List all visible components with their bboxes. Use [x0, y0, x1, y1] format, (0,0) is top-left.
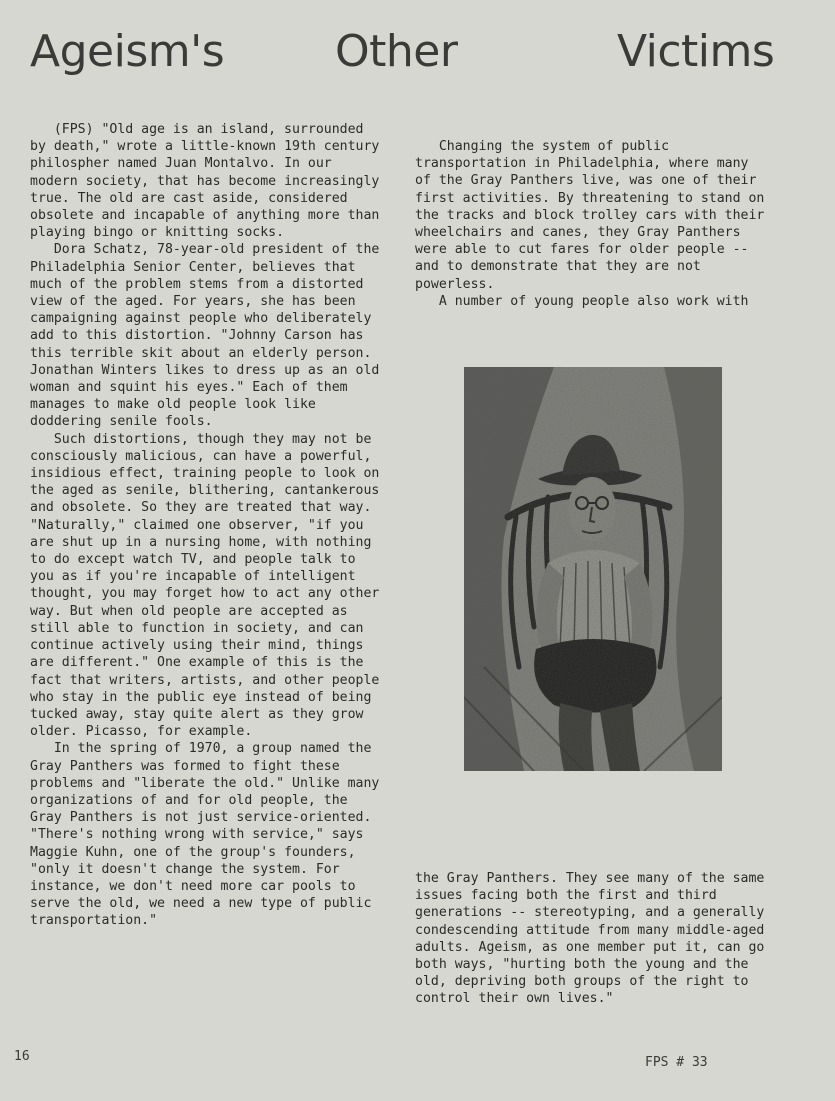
paragraph: A number of young people also work with: [438, 293, 749, 309]
headline-word-ageisms: Ageism's: [30, 26, 225, 77]
paragraph: Dora Schatz, 78-year-old president of the Philadelphia Senior Center, believes that much of the problem stems from a distorted view of the aged. For years, she has been campaigning against people who deliberately add to this distortion. "Johnny Carson has this terrible skit about an elderly person. Jonathan Winters likes to dress up as an old woman and squint his eyes." Each of them manages to make old people look like doddering senile fools.: [30, 242, 380, 430]
paragraph: Such distortions, though they may not be consciously malicious, can have a powerful, insidious effect, training people to look on the aged as senile, blithering, cantankerous and obsolete. So they are treated that way. "Naturally," claimed one observer, "if you are shut up in a nursing home, with nothing to do except watch TV, and people talk to you as if you're incapable of intelligent thought, you may forget how to act any other way. But when old people are accepted as still able to function in society, and can continue actively using their mind, things are different." One example of this is the fact that writers, artists, and other people who stay in the public eye instead of being tucked away, stay quite alert as they grow older. Picasso, for example.: [30, 431, 380, 740]
headline-word-victims: Victims: [617, 26, 775, 77]
elderly-man-illustration: [464, 367, 722, 771]
article-right-column-top: [415, 138, 770, 310]
article-left-column: [30, 121, 382, 930]
paragraph: the Gray Panthers. They see many of the same issues facing both the first and third generations -- stereotyping, and a generally condescending attitude from many middle-aged adults. Ageism, as one member put it, can go both ways, "hurting both the young and the old, depriving both groups of the right to control their own lives.": [415, 871, 765, 1007]
paragraph: Changing the system of public transportation in Philadelphia, where many of the Gray Panthers live, was one of their first activities. By threatening to stand on the tracks and block trolley cars with their wheelchairs and canes, they Gray Panthers were able to cut fares for older people -- and to demonstrate that they are not powerless.: [415, 139, 765, 292]
paragraph: In the spring of 1970, a group named the Gray Panthers was formed to fight these problems and "liberate the old." Unlike many organizations of and for old people, the Gray Panthers is not just service-oriented. "There's nothing wrong with service," says Maggie Kuhn, one of the group's founders, "only it doesn't change the system. For instance, we don't need more car pools to serve the old, we need a new type of public transportation.": [30, 741, 380, 929]
page-number: 16: [14, 1049, 30, 1064]
issue-label: FPS # 33: [645, 1055, 708, 1070]
article-right-column-bottom: [415, 870, 775, 1008]
paragraph: (FPS) "Old age is an island, surrounded by death," wrote a little-known 19th century philospher named Juan Montalvo. In our modern society, that has become increasingly true. The old are cast aside, considered obsolete and incapable of anything more than playing bingo or knitting socks.: [30, 122, 380, 241]
illustration-drawing: [464, 367, 722, 771]
headline-word-other: Other: [335, 26, 458, 77]
